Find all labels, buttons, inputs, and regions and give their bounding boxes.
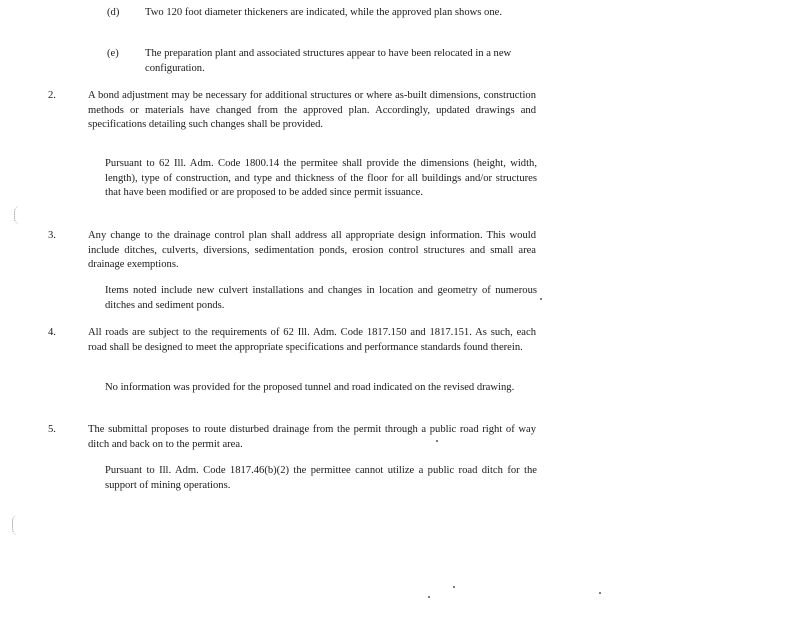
- hole-punch-mark: [12, 515, 19, 535]
- item-marker: (e): [107, 48, 119, 59]
- scan-speck: [599, 592, 601, 594]
- scan-speck: [453, 586, 455, 588]
- item-text: Any change to the drainage control plan shall address all appropriate design information. This would include ditches, culverts, diversions, sedimentation ponds, erosion control structures and small area drainage exemptions.: [88, 230, 536, 270]
- hole-punch-mark: [14, 206, 21, 224]
- item-text: All roads are subject to the requirements of 62 Ill. Adm. Code 1817.150 and 1817.151. As such, each road shall be designed to meet the appropriate specifications and performance standards found therein.: [88, 327, 536, 353]
- item-text: The preparation plant and associated structures appear to have been relocated in a new configuration.: [145, 48, 512, 74]
- scan-speck: [428, 596, 430, 598]
- scan-speck: [540, 298, 542, 300]
- item-text: Two 120 foot diameter thickeners are indicated, while the approved plan shows one.: [145, 7, 502, 18]
- item-number: 4.: [48, 327, 56, 338]
- item-note: Pursuant to 62 Ill. Adm. Code 1800.14 the permitee shall provide the dimensions (height, width, length), type of construction, and type and thickness of the floor for all buildings and/or structures that have been modified or are proposed to be added since permit issuance.: [105, 158, 537, 198]
- item-number: 3.: [48, 230, 56, 241]
- item-number: 2.: [48, 90, 56, 101]
- item-note: Pursuant to Ill. Adm. Code 1817.46(b)(2) the permittee cannot utilize a public road ditch for the support of mining operations.: [105, 465, 537, 491]
- scan-speck: [436, 440, 438, 442]
- item-text: A bond adjustment may be necessary for additional structures or where as-built dimensions, construction methods or materials have changed from the approved plan. Accordingly, updated drawings and specifications detailing such changes shall be provided.: [88, 90, 536, 130]
- item-text: The submittal proposes to route disturbed drainage from the permit through a public road right of way ditch and back on to the permit area.: [88, 424, 536, 450]
- item-note: No information was provided for the proposed tunnel and road indicated on the revised drawing.: [105, 382, 515, 393]
- item-number: 5.: [48, 424, 56, 435]
- item-note: Items noted include new culvert installations and changes in location and geometry of numerous ditches and sediment ponds.: [105, 285, 537, 311]
- item-marker: (d): [107, 7, 120, 18]
